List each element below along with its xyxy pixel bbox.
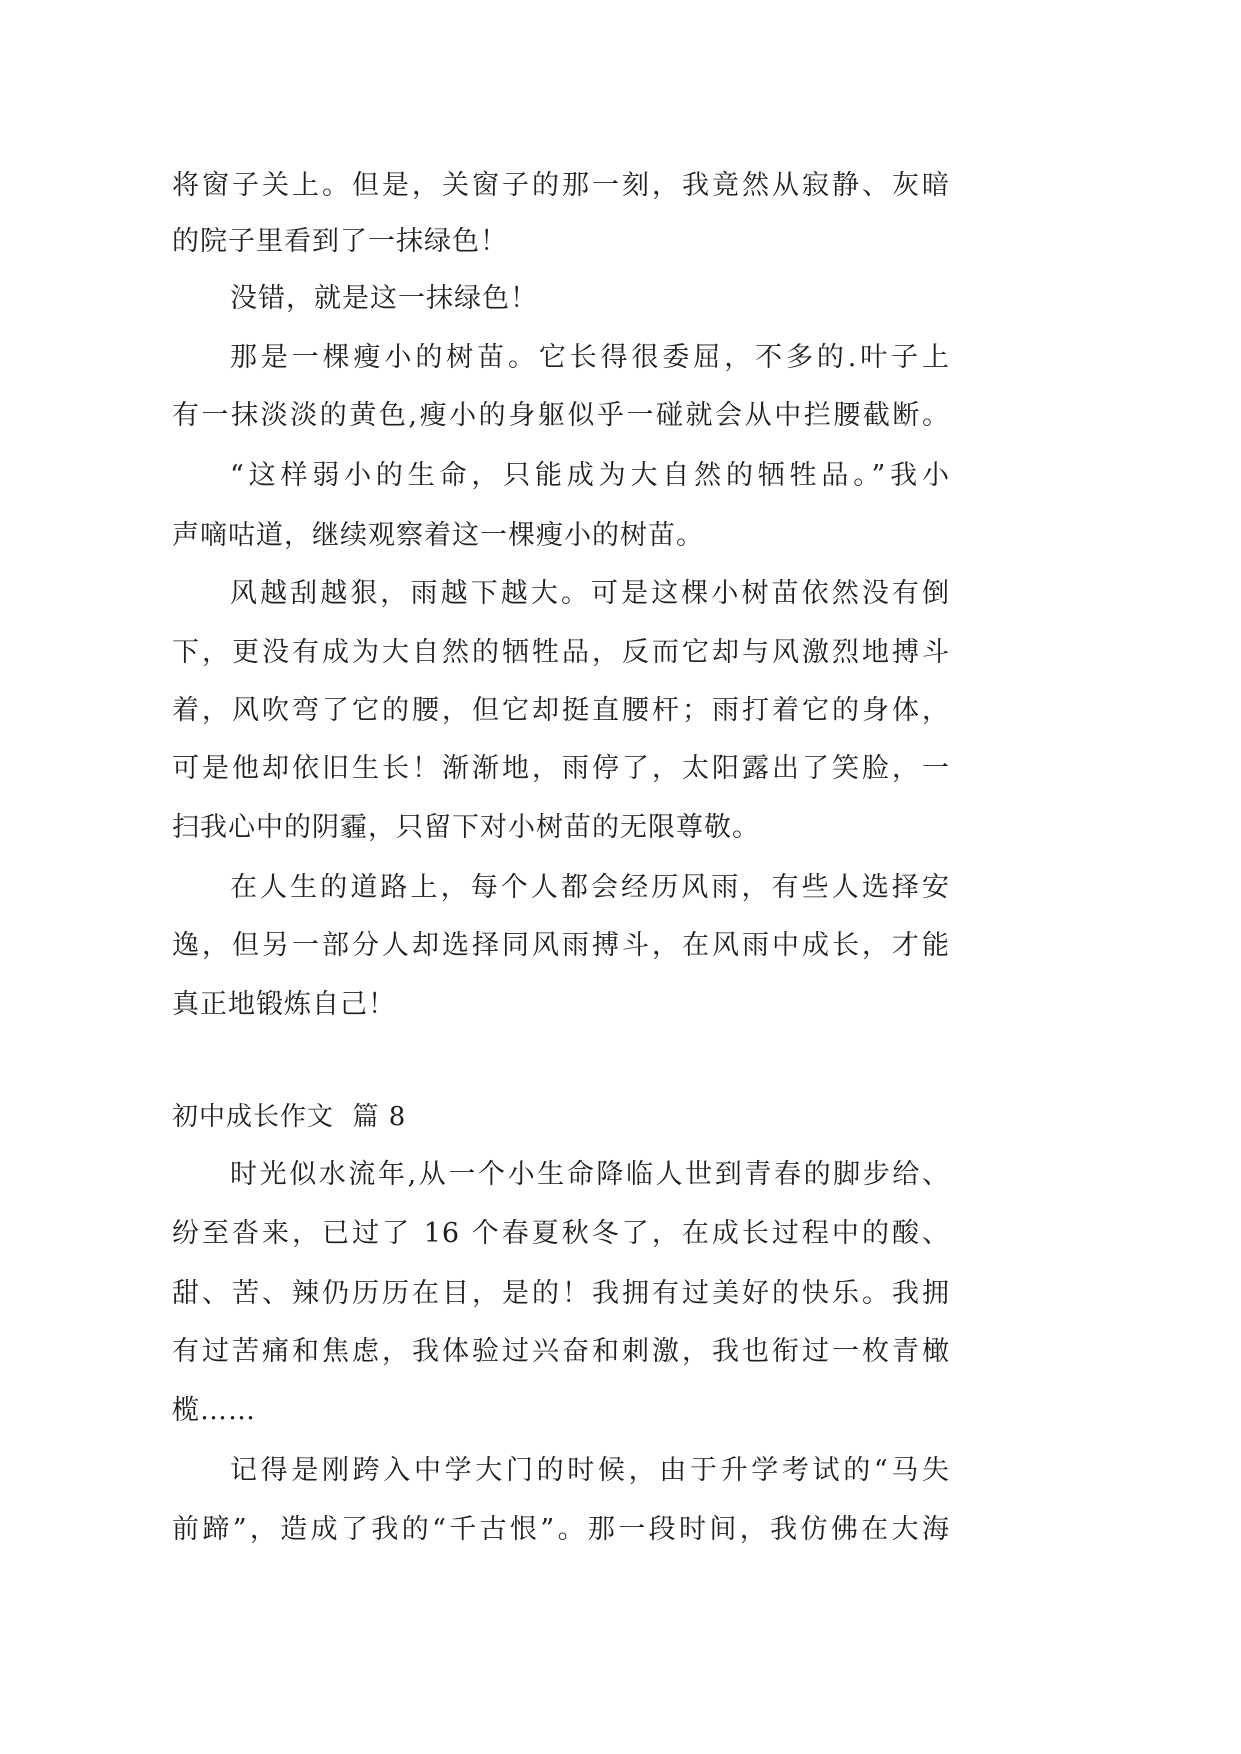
text-line: 那是一棵瘦小的树苗。它长得很委屈，不多的.叶子上 (230, 342, 950, 373)
text-line: 风越刮越狠，雨越下越大。可是这棵小树苗依然没有倒 (230, 578, 950, 609)
text-line: 前蹄”，造成了我的“千古恨”。那一段时间，我仿佛在大海 (172, 1514, 950, 1545)
text-line: 的院子里看到了一抹绿色！ (172, 226, 508, 257)
text-line: 有过苦痛和焦虑，我体验过兴奋和刺激，我也衔过一枚青橄 (172, 1336, 950, 1367)
text-line: 没错，就是这一抹绿色！ (230, 283, 538, 314)
text-line: 纷至沓来，已过了 16 个春夏秋冬了，在成长过程中的酸、 (172, 1218, 950, 1249)
text-line: 时光似水流年,从一个小生命降临人世到青春的脚步给、 (230, 1159, 950, 1190)
text-line: 可是他却依旧生长！渐渐地，雨停了，太阳露出了笑脸，一 (172, 753, 950, 784)
text-line: 有一抹淡淡的黄色,瘦小的身躯似乎一碰就会从中拦腰截断。 (172, 400, 950, 431)
text-line: 扫我心中的阴霾，只留下对小树苗的无限尊敬。 (172, 812, 760, 843)
text-line: 逸，但另一部分人却选择同风雨搏斗，在风雨中成长，才能 (172, 930, 950, 961)
text-line: 将窗子关上。但是，关窗子的那一刻，我竟然从寂静、灰暗 (172, 170, 950, 201)
text-line: 真正地锻炼自己！ (172, 989, 396, 1020)
text-line: 记得是刚跨入中学大门的时候，由于升学考试的“马失 (230, 1455, 950, 1486)
text-line: 声嘀咕道，继续观察着这一棵瘦小的树苗。 (172, 520, 704, 551)
text-line: 下，更没有成为大自然的牺牲品，反而它却与风激烈地搏斗 (172, 637, 950, 668)
text-line: 着，风吹弯了它的腰，但它却挺直腰杆；雨打着它的身体， (172, 695, 950, 726)
text-line: 甜、苦、辣仍历历在目，是的！我拥有过美好的快乐。我拥 (172, 1278, 950, 1309)
text-line: “这样弱小的生命，只能成为大自然的牺牲品。”我小 (230, 460, 950, 491)
text-line: 在人生的道路上，每个人都会经历风雨，有些人选择安 (230, 872, 950, 903)
essay-heading: 初中成长作文 篇 8 (172, 1102, 407, 1132)
text-line: 榄…… (172, 1395, 256, 1426)
